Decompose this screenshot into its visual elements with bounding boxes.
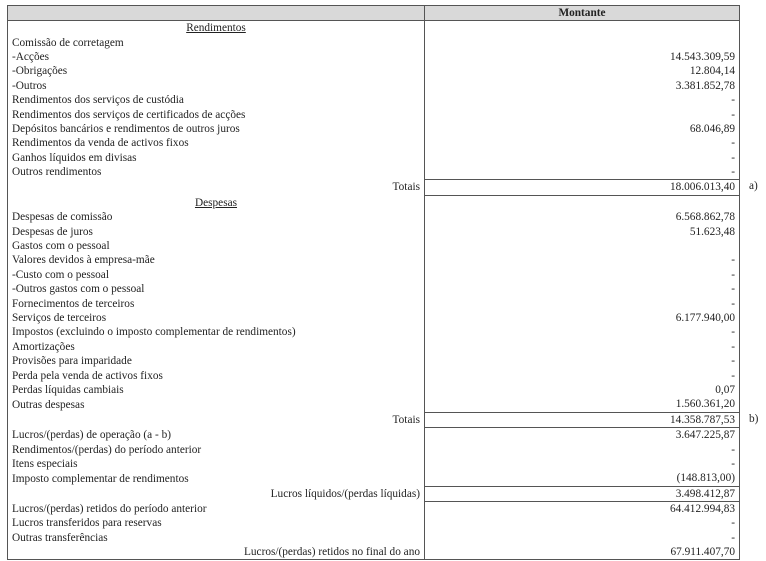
row-label-text: Ganhos líquidos em divisas bbox=[12, 151, 137, 164]
table-row bbox=[8, 210, 740, 224]
row-amount: 3.647.225,87 bbox=[425, 427, 740, 442]
table-row bbox=[8, 397, 740, 412]
row-amount: - bbox=[425, 296, 740, 310]
row-label-text: -Acções bbox=[12, 50, 50, 63]
row-amount: 64.412.994,83 bbox=[425, 501, 740, 516]
row-amount: - bbox=[425, 516, 740, 530]
table-row bbox=[8, 64, 740, 78]
row-label-text: Lucros/(perdas) retidos do período anterior bbox=[12, 502, 207, 515]
row-label bbox=[8, 486, 425, 501]
row-label-text: Rendimentos/(perdas) do período anterior bbox=[12, 443, 202, 456]
row-label-text: Comissão de corretagem bbox=[12, 36, 124, 49]
row-amount: 0,07 bbox=[425, 383, 740, 397]
row-label bbox=[8, 457, 425, 471]
row-label-text: Impostos (excluindo o imposto complementar de rendimentos) bbox=[12, 326, 296, 339]
row-amount: 12.804,14 bbox=[425, 64, 740, 78]
row-label-text: Perdas líquidas cambiais bbox=[12, 383, 124, 396]
row-label-text: Totais bbox=[392, 413, 420, 426]
row-label-text: -Outros bbox=[12, 79, 47, 92]
table-row bbox=[8, 35, 740, 49]
row-label-text: Amortizações bbox=[12, 340, 75, 353]
table-row bbox=[8, 224, 740, 238]
row-label-text: Lucros/(perdas) retidos no final do ano bbox=[244, 546, 420, 559]
row-label-text: Despesas de comissão bbox=[12, 211, 113, 224]
row-label-text: Rendimentos bbox=[186, 22, 246, 35]
row-label bbox=[8, 253, 425, 267]
row-label bbox=[8, 442, 425, 456]
row-amount: - bbox=[425, 93, 740, 107]
total-row bbox=[8, 412, 740, 427]
row-label bbox=[8, 122, 425, 136]
table-row bbox=[8, 457, 740, 471]
row-label bbox=[8, 311, 425, 325]
table-row bbox=[8, 296, 740, 310]
row-label bbox=[8, 354, 425, 368]
table-row bbox=[8, 107, 740, 121]
row-label bbox=[8, 501, 425, 516]
income-table bbox=[7, 5, 740, 560]
row-amount: 18.006.013,40 bbox=[425, 180, 740, 195]
table-row bbox=[8, 93, 740, 107]
table-row bbox=[8, 354, 740, 368]
row-label bbox=[8, 325, 425, 339]
row-label bbox=[8, 296, 425, 310]
row-amount: - bbox=[425, 325, 740, 339]
row-label-text: Depósitos bancários e rendimentos de outros juros bbox=[12, 122, 240, 135]
row-amount: - bbox=[425, 368, 740, 382]
row-amount: 1.560.361,20 bbox=[425, 397, 740, 412]
row-amount: 14.358.787,53 bbox=[425, 412, 740, 427]
row-label-text: Outras despesas bbox=[12, 398, 85, 411]
row-amount: - bbox=[425, 354, 740, 368]
row-label-text: Imposto complementar de rendimentos bbox=[12, 472, 189, 485]
table-row bbox=[8, 136, 740, 150]
row-label bbox=[8, 210, 425, 224]
row-amount bbox=[425, 21, 740, 36]
row-label-text: Outras transferências bbox=[12, 531, 108, 544]
row-amount: 51.623,48 bbox=[425, 224, 740, 238]
row-amount: 14.543.309,59 bbox=[425, 50, 740, 64]
row-label-text: Rendimentos dos serviços de custódia bbox=[12, 94, 184, 107]
row-label bbox=[8, 107, 425, 121]
total-note: a) bbox=[749, 180, 758, 193]
row-label-text: -Outros gastos com o pessoal bbox=[12, 283, 145, 296]
table-row bbox=[8, 122, 740, 136]
row-amount: - bbox=[425, 107, 740, 121]
row-label bbox=[8, 531, 425, 545]
row-amount: 3.498.412,87 bbox=[425, 486, 740, 501]
total-note: b) bbox=[749, 412, 759, 425]
row-label bbox=[8, 239, 425, 253]
row-amount: - bbox=[425, 151, 740, 165]
row-label-text: Lucros transferidos para reservas bbox=[12, 517, 162, 530]
row-label-text: Totais bbox=[392, 181, 420, 194]
row-label bbox=[8, 412, 425, 427]
row-label-text: Itens especiais bbox=[12, 457, 78, 470]
row-label-text: Rendimentos da venda de activos fixos bbox=[12, 137, 189, 150]
table-row bbox=[8, 325, 740, 339]
row-label bbox=[8, 195, 425, 210]
header-amount: Montante bbox=[425, 6, 740, 21]
row-label-text: -Obrigações bbox=[12, 65, 68, 78]
table-row bbox=[8, 311, 740, 325]
row-label-text: -Custo com o pessoal bbox=[12, 268, 109, 281]
row-label bbox=[8, 368, 425, 382]
total-row bbox=[8, 545, 740, 560]
row-label bbox=[8, 383, 425, 397]
row-label bbox=[8, 93, 425, 107]
row-amount: - bbox=[425, 442, 740, 456]
row-label-text: Gastos com o pessoal bbox=[12, 240, 110, 253]
table-row bbox=[8, 79, 740, 93]
section-header-row bbox=[8, 21, 740, 36]
row-label bbox=[8, 545, 425, 560]
table-row bbox=[8, 442, 740, 456]
total-row bbox=[8, 486, 740, 501]
row-amount: 67.911.407,70 bbox=[425, 545, 740, 560]
row-amount: 6.177.940,00 bbox=[425, 311, 740, 325]
row-amount: (148.813,00) bbox=[425, 471, 740, 486]
row-label bbox=[8, 35, 425, 49]
row-label-text: Perda pela venda de activos fixos bbox=[12, 369, 163, 382]
table-header bbox=[8, 6, 740, 21]
table-row bbox=[8, 531, 740, 545]
row-amount bbox=[425, 35, 740, 49]
row-amount bbox=[425, 195, 740, 210]
row-label bbox=[8, 268, 425, 282]
table-row bbox=[8, 368, 740, 382]
row-label-text: Despesas de juros bbox=[12, 225, 93, 238]
row-label bbox=[8, 50, 425, 64]
table-row bbox=[8, 340, 740, 354]
row-label-text: Fornecimentos de terceiros bbox=[12, 297, 135, 310]
table-row bbox=[8, 239, 740, 253]
row-label-text: Lucros/(perdas) de operação (a - b) bbox=[12, 428, 172, 441]
row-label-text: Serviços de terceiros bbox=[12, 312, 107, 324]
table-row bbox=[8, 151, 740, 165]
row-amount: 3.381.852,78 bbox=[425, 79, 740, 93]
row-amount: - bbox=[425, 136, 740, 150]
row-label bbox=[8, 180, 425, 195]
row-amount: - bbox=[425, 340, 740, 354]
table-row bbox=[8, 50, 740, 64]
row-label bbox=[8, 21, 425, 36]
row-label bbox=[8, 64, 425, 78]
table-row bbox=[8, 268, 740, 282]
table-row bbox=[8, 165, 740, 180]
row-label-text: Valores devidos à empresa-mãe bbox=[12, 254, 155, 267]
header-label bbox=[8, 6, 425, 21]
row-amount: - bbox=[425, 253, 740, 267]
row-label bbox=[8, 427, 425, 442]
row-label bbox=[8, 340, 425, 354]
row-label bbox=[8, 224, 425, 238]
section-header-row bbox=[8, 195, 740, 210]
row-amount: - bbox=[425, 268, 740, 282]
table-row bbox=[8, 253, 740, 267]
table-row bbox=[8, 516, 740, 530]
row-label-text: Lucros líquidos/(perdas líquidas) bbox=[270, 487, 420, 500]
table-row bbox=[8, 427, 740, 442]
row-amount: - bbox=[425, 531, 740, 545]
table-row bbox=[8, 501, 740, 516]
table-row bbox=[8, 282, 740, 296]
row-label bbox=[8, 282, 425, 296]
row-amount: 6.568.862,78 bbox=[425, 210, 740, 224]
row-label bbox=[8, 397, 425, 412]
table-row bbox=[8, 471, 740, 486]
total-row bbox=[8, 180, 740, 195]
row-label bbox=[8, 151, 425, 165]
row-label-text: Provisões para imparidade bbox=[12, 355, 132, 368]
row-amount bbox=[425, 239, 740, 253]
income-statement bbox=[7, 5, 739, 560]
row-label bbox=[8, 471, 425, 486]
row-amount: - bbox=[425, 165, 740, 180]
row-amount: 68.046,89 bbox=[425, 122, 740, 136]
row-amount: - bbox=[425, 282, 740, 296]
row-label-text: Despesas bbox=[194, 196, 238, 209]
row-label-text: Rendimentos dos serviços de certificados de acções bbox=[12, 108, 246, 121]
row-label bbox=[8, 516, 425, 530]
row-label bbox=[8, 136, 425, 150]
table-row bbox=[8, 383, 740, 397]
row-amount: - bbox=[425, 457, 740, 471]
row-label bbox=[8, 79, 425, 93]
row-label-text: Outros rendimentos bbox=[12, 166, 102, 179]
row-label bbox=[8, 165, 425, 180]
